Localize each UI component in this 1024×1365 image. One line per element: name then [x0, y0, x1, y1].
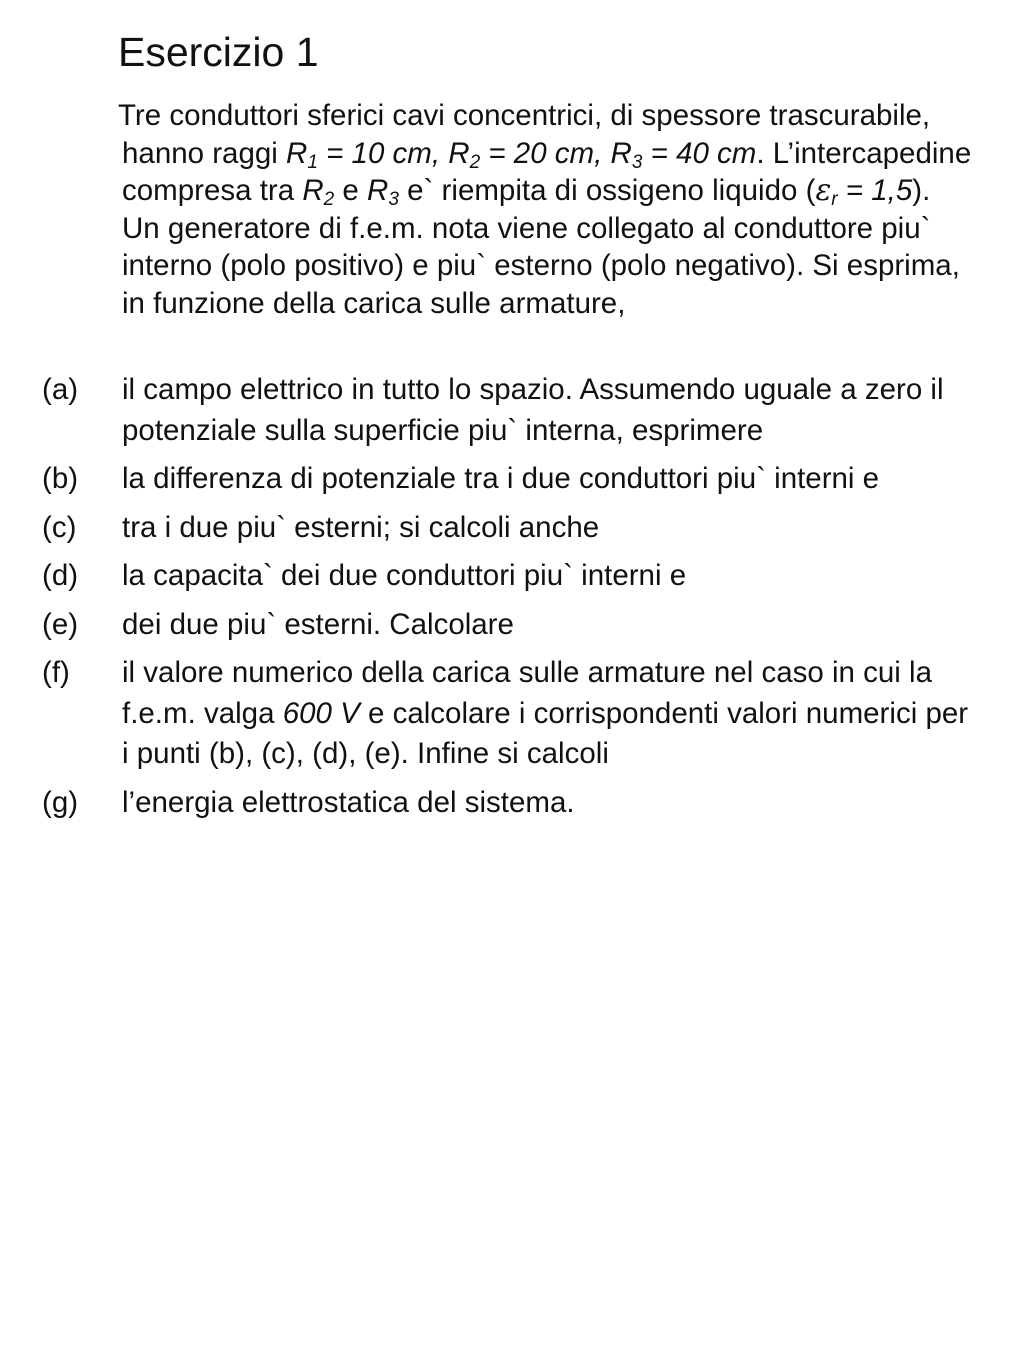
item-text: l’energia elettrostatica del sistema. [122, 785, 575, 819]
item-marker: (b) [42, 462, 79, 495]
item-text: il campo elettrico in tutto lo spazio. Assumendo uguale a zero il potenziale sulla superficie piu` interna, esprimere [122, 373, 944, 447]
item-marker: (d) [42, 559, 79, 592]
symbol-r3: $R_3$ [367, 174, 399, 210]
intro-text-3: e [334, 174, 368, 207]
problem-statement [118, 97, 972, 322]
intro-text-5: ). Un generatore di f.e.m. nota viene collegato al conduttore piu` interno (polo positivo) e piu` esterno (polo negativo). Si esprima, in funzione della carica sulle armature, [122, 174, 960, 320]
item-marker: (c) [42, 510, 77, 544]
question-item-e [0, 605, 1024, 646]
intro-text-2: . L’intercapedine compresa tra [122, 136, 972, 207]
question-list [0, 370, 1024, 831]
item-marker: (g) [42, 785, 79, 819]
item-marker: (f) [42, 656, 70, 689]
item-text: la capacita` dei due conduttori piu` interni e [122, 559, 687, 592]
item-text: tra i due piu` esterni; si calcoli anche [122, 510, 600, 544]
radius-r3: $R_3 = 40$ cm [610, 136, 757, 173]
question-item-d [0, 556, 1024, 597]
question-item-b [0, 459, 1024, 500]
item-marker: (e) [42, 607, 79, 641]
question-item-g [0, 783, 1024, 824]
radius-r1: $R_1 = 10$ cm, [286, 136, 449, 173]
symbol-r2: $R_2$ [302, 174, 335, 210]
radius-r2: $R_2 = 20$ cm, [448, 136, 611, 173]
item-text: dei due piu` esterni. Calcolare [122, 607, 514, 641]
item-text: la differenza di potenziale tra i due conduttori piu` interni e [122, 462, 880, 495]
item-marker: (a) [42, 373, 79, 406]
question-item-c [0, 508, 1024, 549]
intro-text-1: Tre conduttori sferici cavi concentrici, di spessore trascurabile, hanno raggi [118, 99, 931, 170]
question-item-f [0, 653, 1024, 775]
item-text: il valore numerico della carica sulle armature nel caso in cui la f.e.m. valga 600 V e calcolare i corrispondenti valori numerici per i punti (b), (c), (d), (e). Infine si calcoli [122, 656, 969, 770]
emf-value: 600 V [282, 696, 360, 730]
epsilon-value: $\varepsilon_r = 1,5$ [815, 173, 913, 210]
page-title: Esercizio 1 [118, 29, 319, 75]
question-item-a [0, 370, 1024, 451]
intro-text-4: e` riempita di ossigeno liquido ( [398, 174, 816, 207]
